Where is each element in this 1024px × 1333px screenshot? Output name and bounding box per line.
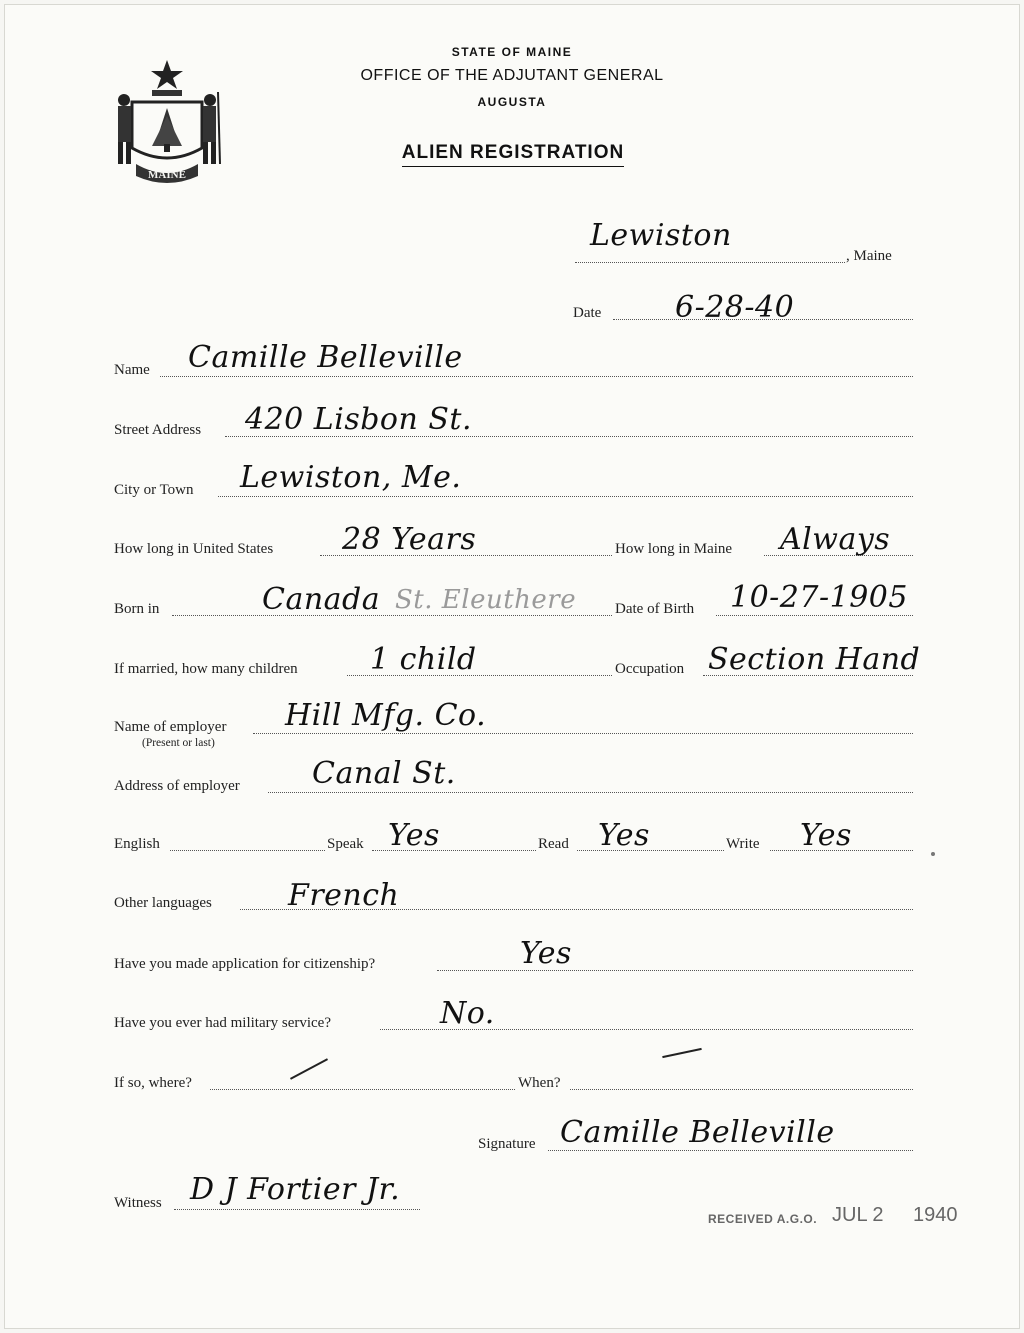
employer-address-label: Address of employer: [114, 778, 240, 794]
write-value: Yes: [800, 818, 852, 853]
location-suffix: , Maine: [846, 248, 892, 264]
born-in-label: Born in: [114, 601, 160, 617]
received-stamp-date: JUL 2: [832, 1204, 884, 1226]
location-line: [575, 262, 845, 263]
where-label: If so, where?: [114, 1075, 192, 1091]
date-value: 6-28-40: [675, 290, 795, 325]
name-value: Camille Belleville: [188, 340, 463, 375]
born-in-extra: St. Eleuthere: [395, 585, 577, 615]
speak-label: Speak: [327, 836, 364, 852]
location-value: Lewiston: [590, 218, 732, 253]
born-in-line: [172, 615, 612, 616]
employer-sublabel: (Present or last): [142, 737, 215, 749]
employer-line: [253, 733, 913, 734]
header-city: AUGUSTA: [477, 95, 547, 109]
when-label: When?: [518, 1075, 561, 1091]
header-office: OFFICE OF THE ADJUTANT GENERAL: [360, 67, 664, 84]
street-address-value: 420 Lisbon St.: [245, 402, 472, 437]
witness-value: D J Fortier Jr.: [190, 1172, 401, 1207]
header-state: STATE OF MAINE: [451, 45, 573, 59]
citizenship-label: Have you made application for citizenship?: [114, 956, 376, 972]
read-value: Yes: [598, 818, 650, 853]
ink-speck: [931, 852, 935, 856]
employer-address-value: Canal St.: [312, 756, 456, 791]
received-stamp: RECEIVED A.G.O.: [708, 1212, 818, 1226]
how-long-maine-label: How long in Maine: [615, 541, 733, 557]
witness-label: Witness: [114, 1195, 162, 1211]
seal-motto: MAINE: [148, 169, 186, 181]
how-long-maine-value: Always: [780, 522, 891, 557]
how-long-us-label: How long in United States: [114, 541, 274, 557]
other-languages-value: French: [288, 878, 400, 913]
citizenship-value: Yes: [520, 936, 572, 971]
witness-line: [174, 1209, 420, 1210]
when-line: [570, 1089, 913, 1090]
city-value: Lewiston, Me.: [240, 460, 462, 495]
signature-line: [548, 1150, 913, 1151]
military-label: Have you ever had military service?: [114, 1015, 331, 1031]
signature-label: Signature: [478, 1136, 536, 1152]
city-line: [218, 496, 913, 497]
speak-value: Yes: [388, 818, 440, 853]
born-in-value: Canada: [262, 582, 381, 617]
military-value: No.: [440, 996, 495, 1031]
english-line: [170, 850, 325, 851]
where-line: [210, 1089, 515, 1090]
date-label: Date: [573, 305, 602, 321]
occupation-value: Section Hand: [708, 642, 921, 677]
city-label: City or Town: [114, 482, 194, 498]
english-label: English: [114, 836, 160, 852]
received-stamp-year: 1940: [913, 1204, 958, 1226]
street-address-label: Street Address: [114, 422, 202, 438]
employer-value: Hill Mfg. Co.: [285, 698, 487, 733]
children-value: 1 child: [370, 642, 477, 677]
write-label: Write: [726, 836, 760, 852]
page-title: ALIEN REGISTRATION: [372, 142, 654, 167]
signature-value: Camille Belleville: [560, 1115, 835, 1150]
dob-value: 10-27-1905: [730, 580, 908, 615]
occupation-label: Occupation: [615, 661, 685, 677]
dob-line: [716, 615, 913, 616]
dob-label: Date of Birth: [615, 601, 695, 617]
children-label: If married, how many children: [114, 661, 298, 677]
how-long-us-value: 28 Years: [342, 522, 477, 557]
citizenship-line: [437, 970, 913, 971]
name-label: Name: [114, 362, 150, 378]
employer-label: Name of employer: [114, 719, 227, 735]
read-label: Read: [538, 836, 569, 852]
other-languages-label: Other languages: [114, 895, 212, 911]
employer-address-line: [268, 792, 913, 793]
name-line: [160, 376, 913, 377]
